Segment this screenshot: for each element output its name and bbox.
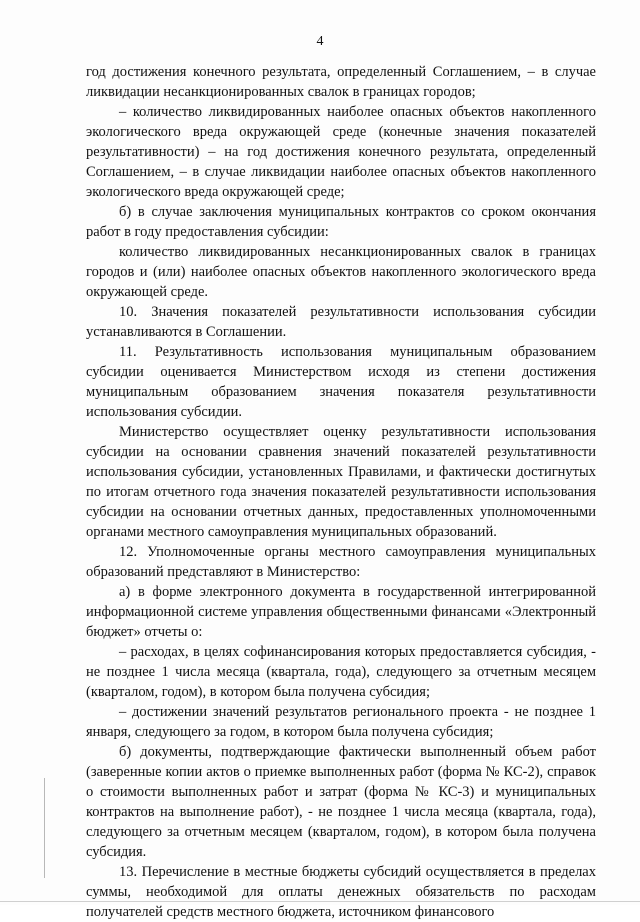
- paragraph-item-11: 11. Результативность использования муниципальным образованием субсидии оценивается Министерством исходя из степени достижения муниципальным образованием значения показателя результативности использования субсидии.: [86, 344, 596, 420]
- paragraph-item-12a: а) в форме электронного документа в государственной интегрированной информационной системе управления общественными финансами «Электронный бюджет» отчеты о:: [86, 584, 596, 640]
- bottom-edge-line: [0, 901, 640, 902]
- margin-scan-mark: [44, 778, 45, 878]
- paragraph-ministry-assessment: Министерство осуществляет оценку результативности использования субсидии на основании сравнения значений показателей результативности использования субсидии, установленных Правилами, и фактически достигнутых по итогам отчетного года значения показателей результативности использования субсидии на основании отчетных данных, предоставленных уполномоченными органами местного самоуправления муниципальных образований.: [86, 424, 596, 540]
- paragraph-item-12b: б) документы, подтверждающие фактически выполненный объем работ (заверенные копии актов о приемке выполненных работ (форма № КС-2), справок о стоимости выполненных работ и затрат (форма № КС-3) и муниципальных контрактов на выполнение работ), - не позднее 1 числа месяца (квартала, года), следующего за отчетным месяцем (кварталом, годом), в котором была получена субсидия.: [86, 744, 596, 860]
- paragraph-results-report: – достижении значений результатов регионального проекта - не позднее 1 января, следующего за годом, в котором была получена субсидия;: [86, 704, 596, 740]
- paragraph-hazard-objects: – количество ликвидированных наиболее опасных объектов накопленного экологического вреда окружающей среде (конечные значения показателей результативности) – на год достижения конечного результата, определенный Соглашением, – в случае ликвидации наиболее опасных объектов накопленного экологического вреда окружающей среде;: [86, 104, 596, 200]
- paragraph-item-10: 10. Значения показателей результативности использования субсидии устанавливаются в Соглашении.: [86, 304, 596, 340]
- paragraph-contracts-current-year: б) в случае заключения муниципальных контрактов со сроком окончания работ в году предоставления субсидии:: [86, 204, 596, 240]
- paragraph-liquidated-count: количество ликвидированных несанкционированных свалок в границах городов и (или) наиболее опасных объектов накопленного экологического вреда окружающей среде.: [86, 244, 596, 300]
- paragraph-item-12: 12. Уполномоченные органы местного самоуправления муниципальных образований представляют в Министерство:: [86, 544, 596, 580]
- page-number: 4: [316, 34, 324, 49]
- paragraph-expenses-report: – расходах, в целях софинансирования которых предоставляется субсидия, - не позднее 1 числа месяца (квартала, года), следующего за отчетным месяцем (кварталом, годом), в котором была получена субсидия;: [86, 644, 596, 700]
- document-body: [86, 62, 596, 922]
- paragraph-item-13: 13. Перечисление в местные бюджеты субсидий осуществляется в пределах суммы, необходимой для оплаты денежных обязательств по расходам получателей средств местного бюджета, источником финансового: [86, 864, 596, 920]
- paragraph-continuation: год достижения конечного результата, определенный Соглашением, – в случае ликвидации несанкционированных свалок в границах городов;: [86, 64, 596, 100]
